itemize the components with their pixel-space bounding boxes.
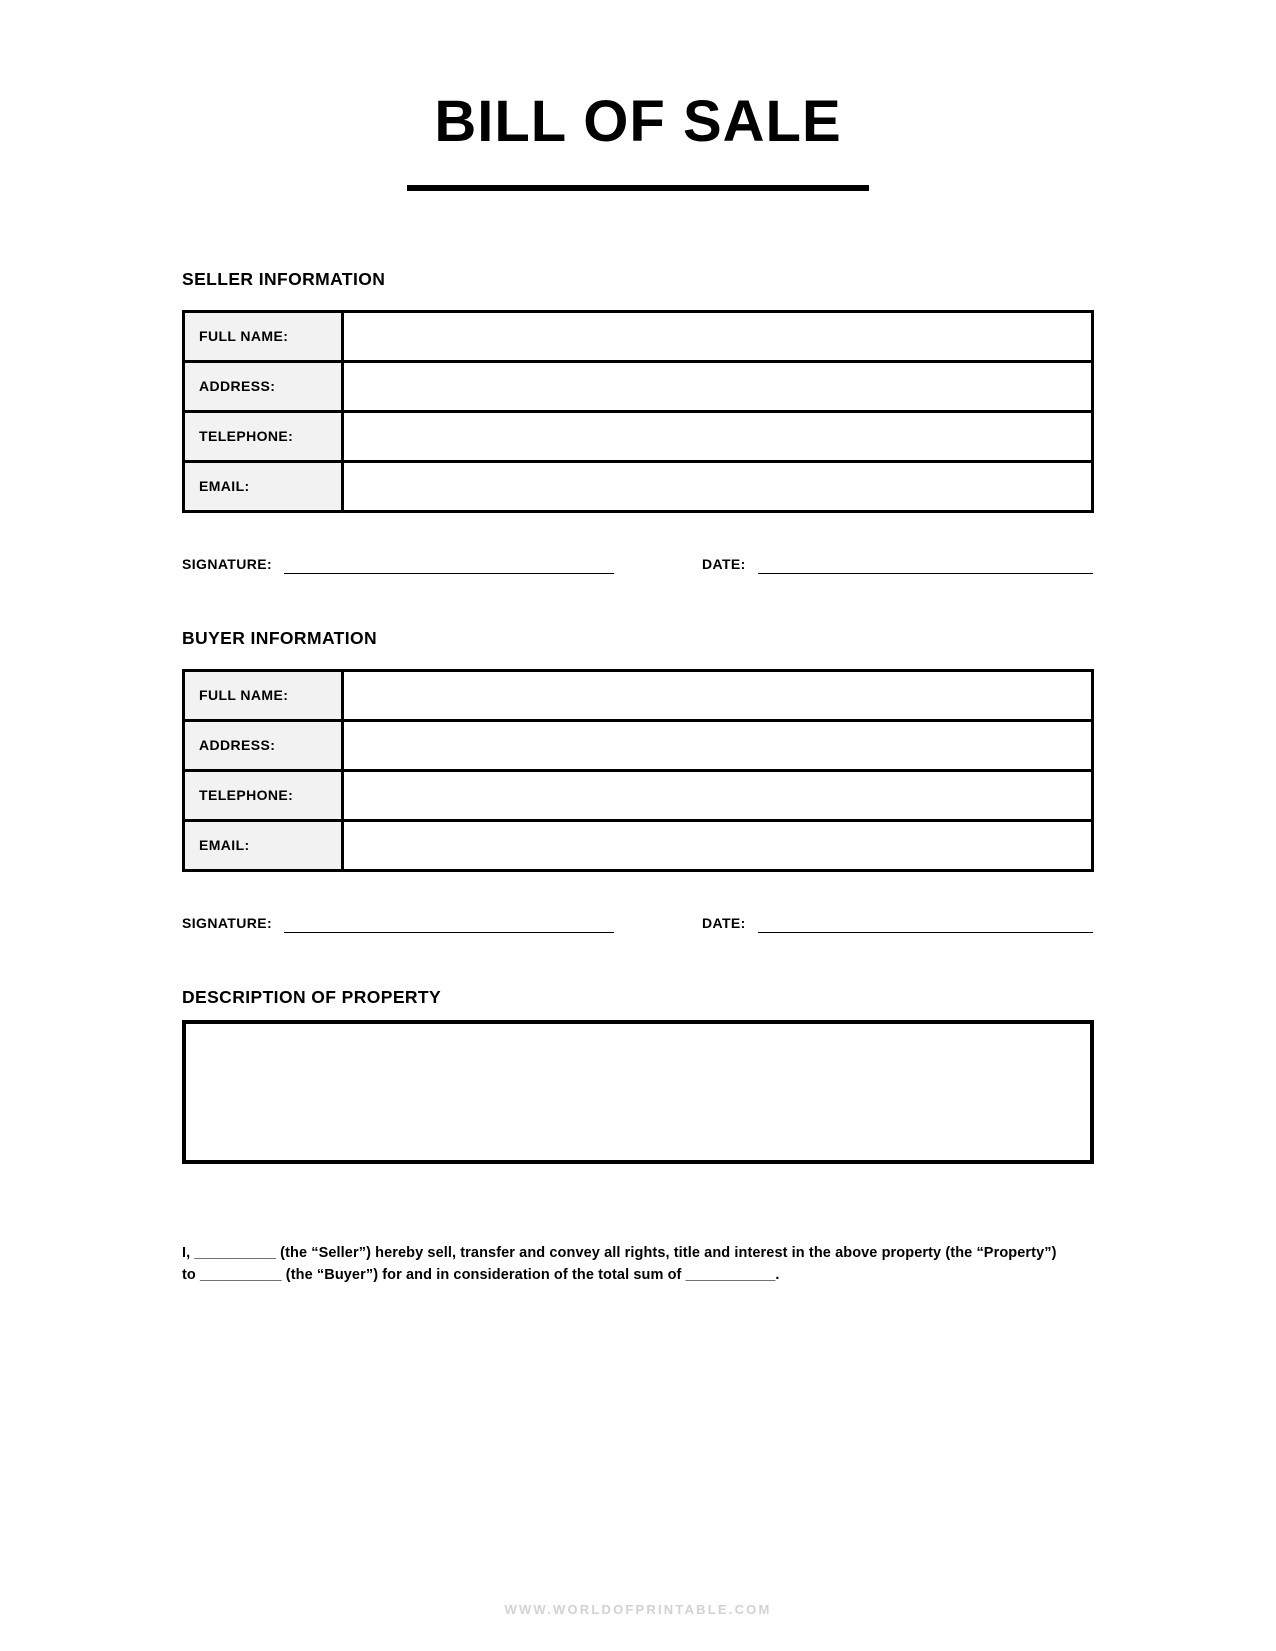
buyer-telephone-input[interactable] <box>358 775 1077 815</box>
seller-date-group <box>702 555 1094 574</box>
table-row <box>184 411 1093 461</box>
property-description-input[interactable] <box>186 1024 1090 1160</box>
legal-statement: I, __________ (the “Seller”) hereby sell, transfer and convey all rights, title and interest in the above property (the “Property”) to __________ (the “Buyer”) for and in consideration of the total sum of ___________. <box>182 1244 1057 1284</box>
title-block <box>0 0 1276 191</box>
table-row <box>184 820 1093 870</box>
buyer-email-label: EMAIL: <box>184 820 343 870</box>
seller-full-name-cell[interactable] <box>343 311 1093 361</box>
buyer-full-name-cell[interactable] <box>343 670 1093 720</box>
page-title: BILL OF SALE <box>434 89 842 154</box>
buyer-email-input[interactable] <box>358 825 1077 865</box>
buyer-address-input[interactable] <box>358 725 1077 765</box>
buyer-information-table <box>182 669 1094 872</box>
seller-address-cell[interactable] <box>343 361 1093 411</box>
buyer-telephone-label: TELEPHONE: <box>184 770 343 820</box>
seller-telephone-cell[interactable] <box>343 411 1093 461</box>
seller-telephone-label: TELEPHONE: <box>184 411 343 461</box>
table-row <box>184 311 1093 361</box>
seller-signature-row <box>182 555 1094 574</box>
seller-full-name-input[interactable] <box>358 316 1077 356</box>
table-row <box>184 361 1093 411</box>
table-row <box>184 670 1093 720</box>
buyer-address-label: ADDRESS: <box>184 720 343 770</box>
seller-email-cell[interactable] <box>343 461 1093 511</box>
buyer-signature-row <box>182 914 1094 933</box>
seller-email-input[interactable] <box>358 466 1077 506</box>
seller-date-line[interactable] <box>758 555 1093 574</box>
section-spacer <box>182 574 1094 628</box>
seller-address-label: ADDRESS: <box>184 361 343 411</box>
seller-telephone-input[interactable] <box>358 416 1077 456</box>
seller-date-label: DATE: <box>702 555 746 572</box>
table-row <box>184 461 1093 511</box>
seller-section-heading: SELLER INFORMATION <box>182 268 386 289</box>
form-content <box>182 191 1094 1287</box>
seller-email-label: EMAIL: <box>184 461 343 511</box>
buyer-full-name-input[interactable] <box>358 675 1077 715</box>
seller-information-table <box>182 310 1094 513</box>
buyer-date-line[interactable] <box>758 914 1093 933</box>
section-spacer <box>182 933 1094 987</box>
buyer-signature-label: SIGNATURE: <box>182 914 273 931</box>
buyer-email-cell[interactable] <box>343 820 1093 870</box>
seller-address-input[interactable] <box>358 366 1077 406</box>
property-description-box[interactable] <box>182 1020 1094 1164</box>
footer-watermark: WWW.WORLDOFPRINTABLE.COM <box>504 1602 772 1617</box>
buyer-date-label: DATE: <box>702 914 746 931</box>
table-row <box>184 720 1093 770</box>
buyer-signature-group <box>182 914 702 933</box>
buyer-full-name-label: FULL NAME: <box>184 670 343 720</box>
buyer-address-cell[interactable] <box>343 720 1093 770</box>
seller-signature-label: SIGNATURE: <box>182 555 273 572</box>
property-section-heading: DESCRIPTION OF PROPERTY <box>182 986 442 1007</box>
buyer-date-group <box>702 914 1094 933</box>
seller-signature-line[interactable] <box>284 555 614 574</box>
seller-full-name-label: FULL NAME: <box>184 311 343 361</box>
buyer-section-heading: BUYER INFORMATION <box>182 627 378 648</box>
buyer-telephone-cell[interactable] <box>343 770 1093 820</box>
table-row <box>184 770 1093 820</box>
buyer-signature-line[interactable] <box>284 914 614 933</box>
seller-signature-group <box>182 555 702 574</box>
